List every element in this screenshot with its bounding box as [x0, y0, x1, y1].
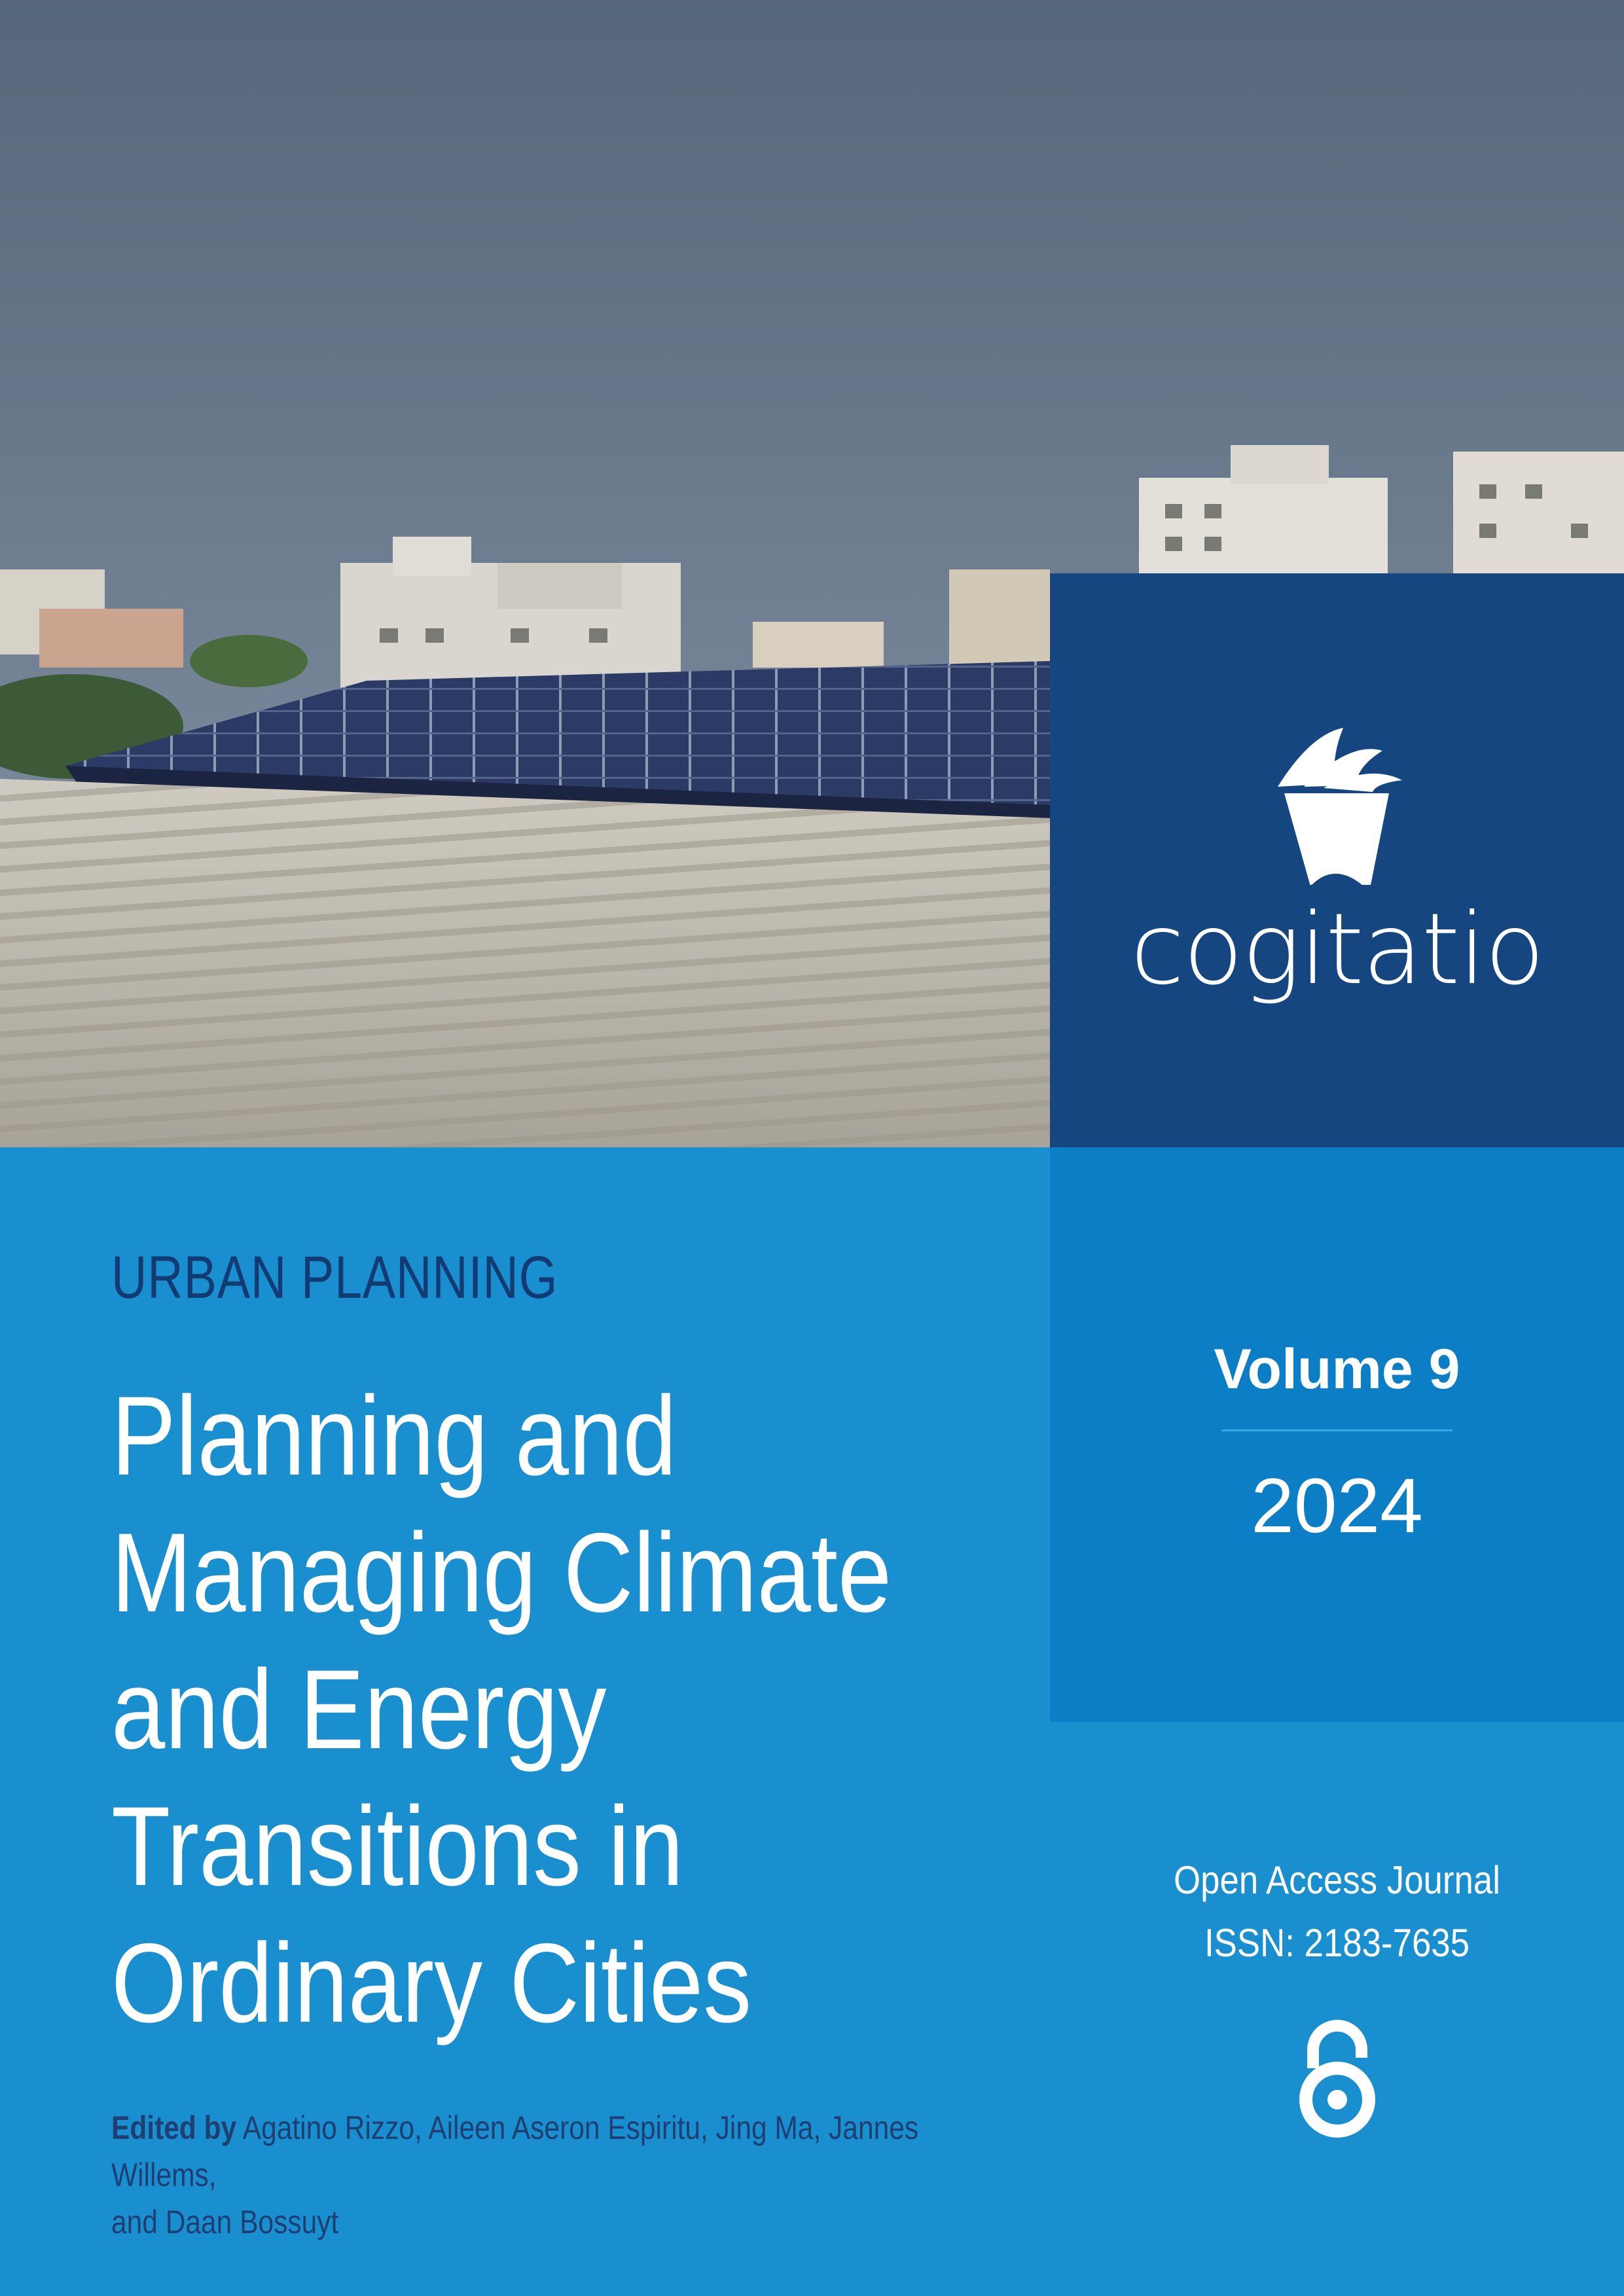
issue-title-line: Planning and — [111, 1373, 677, 1499]
issue-title-line: Transitions in — [111, 1784, 684, 1909]
journal-name: URBAN PLANNING — [111, 1244, 558, 1311]
volume-panel — [1050, 1147, 1624, 1722]
issue-title-line: Managing Climate — [111, 1510, 892, 1636]
publisher-name: cogitatio — [1130, 893, 1543, 1007]
publisher-panel — [1050, 573, 1624, 1147]
editors-credit — [111, 2104, 946, 2246]
issn: ISSN: 2183-7635 — [1204, 1921, 1470, 1965]
editors-names: Agatino Rizzo, Aileen Aseron Espiritu, Jing Ma, Jannes Willems, — [111, 2109, 919, 2193]
issue-title — [111, 1368, 899, 2052]
book-logo-icon — [1258, 715, 1415, 885]
open-access-icon — [1295, 2016, 1380, 2140]
issue-title-line: Ordinary Cities — [111, 1920, 752, 2046]
editors-label: Edited by — [111, 2109, 237, 2146]
issue-title-line: and Energy — [111, 1647, 607, 1772]
access-type: Open Access Journal — [1174, 1858, 1500, 1902]
divider — [1221, 1429, 1453, 1431]
editors-names-continued: and Daan Bossuyt — [111, 2204, 339, 2240]
year-label: 2024 — [1251, 1463, 1423, 1549]
volume-label: Volume 9 — [1214, 1338, 1460, 1401]
